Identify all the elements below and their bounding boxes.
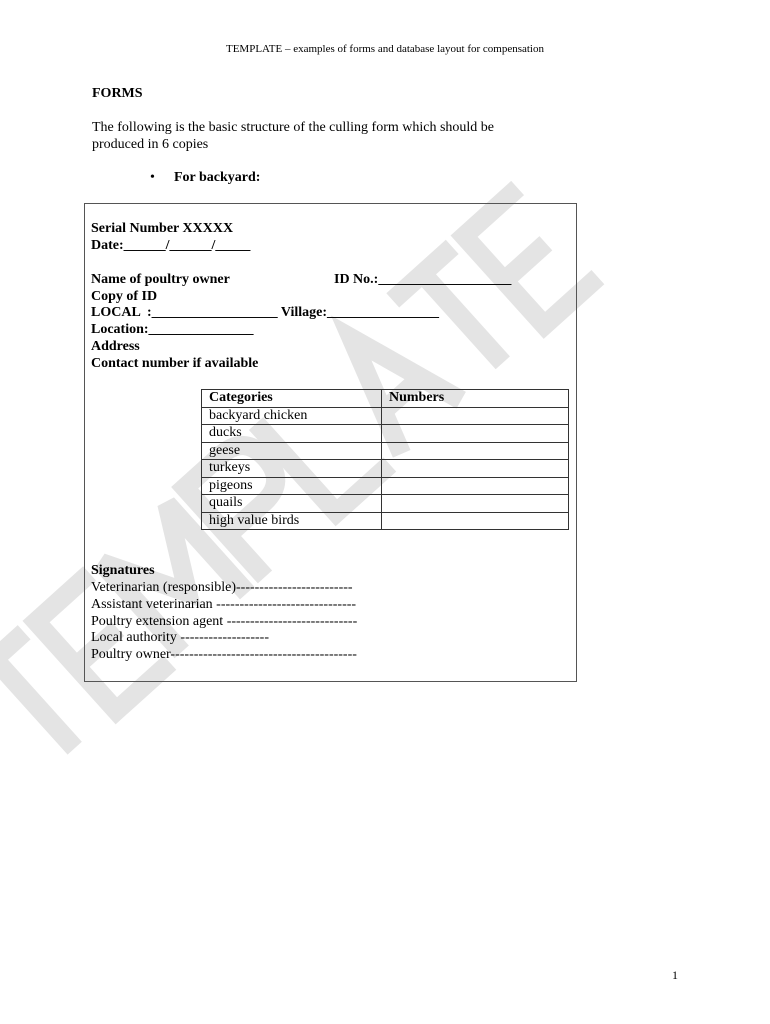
number-cell[interactable] [382, 425, 569, 443]
number-cell[interactable] [382, 495, 569, 513]
category-cell: high value birds [202, 512, 382, 530]
table-row [202, 460, 569, 478]
copy-id-label: Copy of ID [91, 289, 158, 304]
category-cell: quails [202, 495, 382, 513]
address-label: Address [91, 339, 140, 354]
page-number: 1 [672, 968, 678, 982]
signatures-heading: Signatures [91, 563, 155, 578]
categories-table [201, 389, 569, 530]
local-village-field: LOCAL :__________________ Village:________________ [91, 305, 440, 320]
bullet-label: For backyard: [174, 170, 261, 185]
category-cell: pigeons [202, 477, 382, 495]
table-row [202, 477, 569, 495]
number-cell[interactable] [382, 460, 569, 478]
owner-name-label: Name of poultry owner [91, 272, 230, 287]
bullet-icon: • [150, 170, 155, 185]
location-field: Location:_______________ [91, 322, 254, 337]
category-cell: ducks [202, 425, 382, 443]
table-header-row [202, 390, 569, 408]
number-cell[interactable] [382, 512, 569, 530]
table-row [202, 425, 569, 443]
category-cell: geese [202, 442, 382, 460]
category-cell: turkeys [202, 460, 382, 478]
category-cell: backyard chicken [202, 407, 382, 425]
date-field: Date:______/______/_____ [91, 238, 251, 253]
table-row [202, 512, 569, 530]
number-cell[interactable] [382, 407, 569, 425]
table-row [202, 495, 569, 513]
table-row [202, 407, 569, 425]
page-header: TEMPLATE – examples of forms and database layout for compensation [225, 43, 544, 55]
signature-line: Veterinarian (responsible)------------------------- [91, 580, 353, 595]
signature-line: Poultry extension agent ---------------------------- [91, 614, 358, 629]
table-row [202, 442, 569, 460]
intro-line-2: produced in 6 copies [92, 137, 209, 152]
signature-line: Poultry owner---------------------------------------- [91, 647, 357, 662]
number-cell[interactable] [382, 442, 569, 460]
id-number-field: ID No.:___________________ [334, 272, 512, 287]
signature-line: Local authority ------------------- [91, 630, 269, 645]
contact-label: Contact number if available [91, 356, 259, 371]
header-numbers: Numbers [382, 390, 569, 408]
number-cell[interactable] [382, 477, 569, 495]
serial-number: Serial Number XXXXX [91, 221, 234, 236]
signature-line: Assistant veterinarian ------------------------------ [91, 597, 357, 612]
section-heading: FORMS [92, 86, 143, 101]
intro-line-1: The following is the basic structure of the culling form which should be [92, 120, 495, 135]
header-categories: Categories [202, 390, 382, 408]
